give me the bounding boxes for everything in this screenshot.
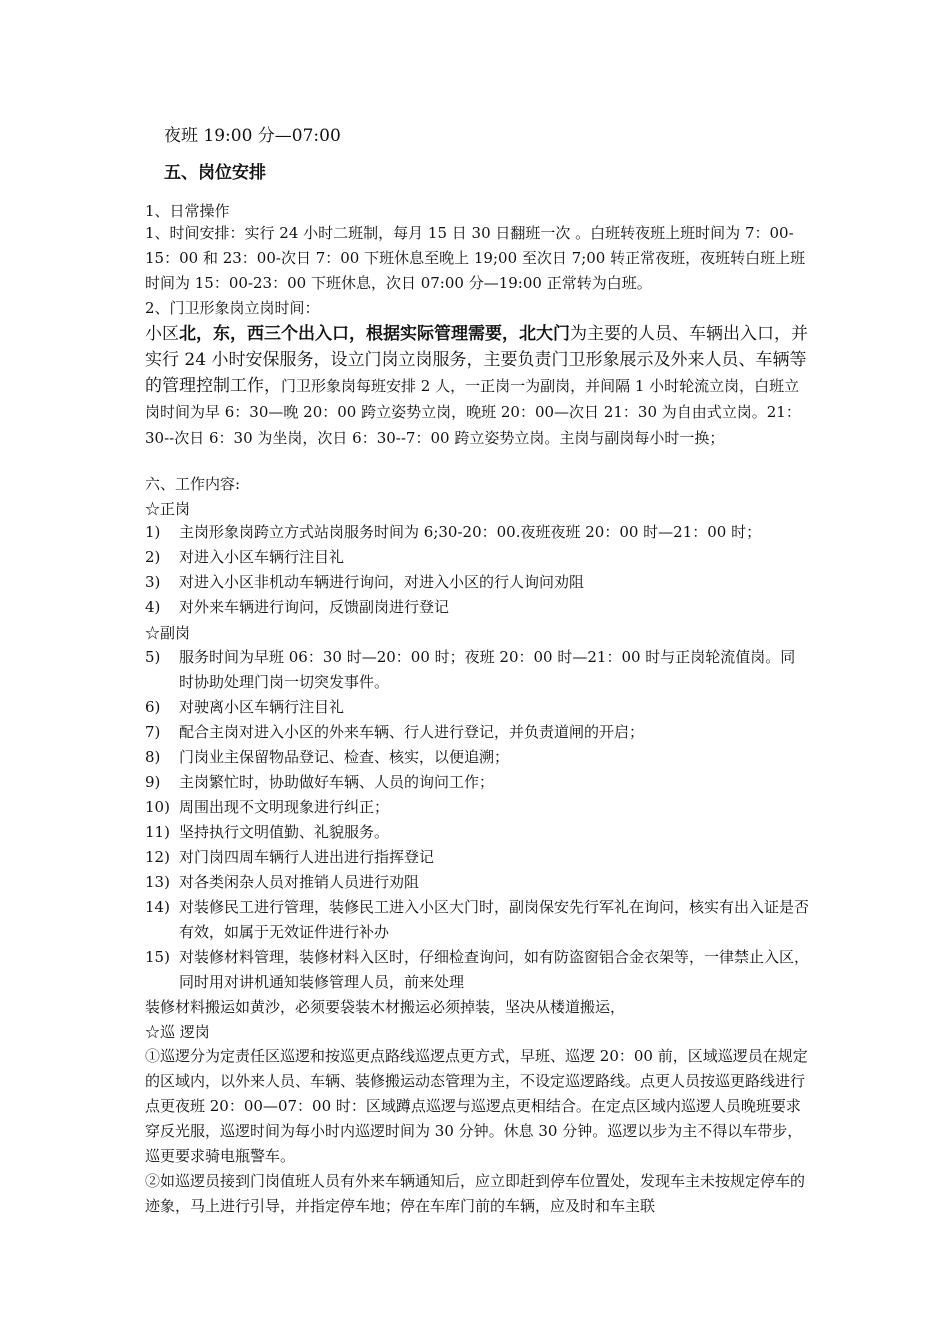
deputy-post-label: ☆副岗 — [145, 624, 191, 642]
list-item-text: 服务时间为早班 06：30 时—20：00 时；夜班 20：00 时—21：00 时与正岗轮流值岗。同时协助处理门岗一切突发事件。 — [179, 648, 796, 691]
section6-heading: 六、工作内容: — [145, 475, 241, 493]
list-item-number: 2) — [145, 548, 161, 566]
list-item-number: 3) — [145, 573, 161, 591]
list-item-text: 主岗繁忙时，协助做好车辆、人员的询问工作； — [179, 773, 495, 791]
list-item-text: 对装修民工进行管理，装修民工进入小区大门时，副岗保安先行军礼在询问，核实有出入证是否有效，如属于无效证件进行补办 — [179, 898, 810, 941]
list-item-number: 4) — [145, 598, 161, 616]
list-item-text: 对进入小区非机动车辆进行询问，对进入小区的行人询问劝阻 — [179, 573, 585, 591]
list-item-number: 14) — [145, 898, 170, 916]
gate-para-bold: 北，东，西三个出入口，根据实际管理需要，北大门 — [179, 324, 570, 344]
list-item-number: 11) — [145, 823, 170, 841]
list-item-text: 周围出现不文明现象进行纠正； — [179, 798, 390, 816]
list-item-text: 对装修材料管理，装修材料入区时，仔细检查询问，如有防盗窗铝合金衣架等，一律禁止入区，同时用对讲机通知装修管理人员，前来处理 — [179, 948, 810, 991]
list-item-text: 对驶离小区车辆行注目礼 — [179, 698, 345, 716]
gate-para-text-1: 小区 — [145, 324, 179, 344]
main-post-label: ☆正岗 — [145, 500, 191, 518]
night-shift-line: 夜班 19:00 分—07:00 — [164, 126, 341, 146]
time-arrangement-paragraph: 1、时间安排：实行 24 小时二班制，每月 15 日 30 日翻班一次 。白班转夜班上班时间为 7：00-15：00 和 23：00-次日 7：00 下班休息至晚上 19;00 至次日 7;00 转正常夜班，夜班转白班上班时间为 15：00-23：00 下班休息，次日 07:00 分—19:00 正常转为白班。 — [145, 224, 806, 292]
list-item-text: 坚持执行文明值勤、礼貌服务。 — [179, 823, 390, 841]
list-item-number: 15) — [145, 948, 170, 966]
list-item-text: 对各类闲杂人员对推销人员进行劝阻 — [179, 873, 420, 891]
list-item-number: 8) — [145, 748, 161, 766]
list-item-number: 6) — [145, 698, 161, 716]
list-item-text: 门岗业主保留物品登记、检查、核实，以便追溯； — [179, 748, 510, 766]
gate-para-text-3: 门卫形象岗每班安排 2 人，一正岗一为副岗，并间隔 1 小时轮流立岗，白班立岗时间为早 6：30—晚 20：00 跨立姿势立岗，晚班 20：00—次日 21：30 为自由式立岗。21：30--次日 6：30 为坐岗，次日 6：30--7：00 跨立姿势立岗。主岗与副岗每小时一换； — [145, 377, 801, 447]
list-item-number: 12) — [145, 848, 170, 866]
gate-para-text-2: 为主要的人员、车辆出入口，并实行 24 小时安保服务，设立门岗立岗服务，主要负责门卫形象展示及外来人员、车辆等的管理控制工作， — [145, 324, 808, 396]
list-item-number: 10) — [145, 798, 170, 816]
list-item-text: 配合主岗对进入小区的外来车辆、行人进行登记，并负责道闸的开启； — [179, 723, 645, 741]
gate-post-paragraph — [145, 321, 808, 451]
patrol-paragraph-1: ①巡逻分为定责任区巡逻和按巡更点路线巡逻点更方式，早班、巡逻 20：00 前，区域巡逻员在规定的区域内，以外来人员、车辆、装修搬运动态管理为主，不设定巡逻路线。点更人员按巡更路线进行点更夜班 20：00—07：00 时：区域蹲点巡逻与巡逻点更相结合。在定点区域内巡逻人员晚班要求穿反光服，巡逻时间为每小时内巡逻时间为 30 分钟。休息 30 分钟。巡逻以步为主不得以车带步，巡更要求骑电瓶警车。 — [145, 1047, 808, 1165]
section5-heading: 五、岗位安排 — [164, 163, 266, 183]
list-item-text: 对门岗四周车辆行人进出进行指挥登记 — [179, 848, 435, 866]
list-item-text: 主岗形象岗跨立方式站岗服务时间为 6;30-20：00.夜班夜班 20：00 时—21：00 时； — [179, 523, 762, 541]
list-item-number: 9) — [145, 773, 161, 791]
gate-post-time-heading: 2、门卫形象岗立岗时间： — [145, 299, 320, 317]
list-item-text: 对外来车辆进行询问，反馈副岗进行登记 — [179, 598, 450, 616]
list-item-number: 13) — [145, 873, 170, 891]
materials-note: 装修材料搬运如黄沙，必须要袋装木材搬运必须掉装，坚决从楼道搬运， — [145, 998, 626, 1016]
patrol-label: ☆巡 逻岗 — [145, 1023, 210, 1041]
list-item-number: 5) — [145, 648, 161, 666]
list-item-number: 1) — [145, 523, 161, 541]
daily-ops-heading: 1、日常操作 — [145, 202, 230, 220]
list-item-text: 对进入小区车辆行注目礼 — [179, 548, 345, 566]
patrol-paragraph-2: ②如巡逻员接到门岗值班人员有外来车辆通知后，应立即赶到停车位置处，发现车主未按规定停车的迹象，马上进行引导，并指定停车地；停在车库门前的车辆，应及时和车主联 — [145, 1172, 806, 1215]
list-item-number: 7) — [145, 723, 161, 741]
